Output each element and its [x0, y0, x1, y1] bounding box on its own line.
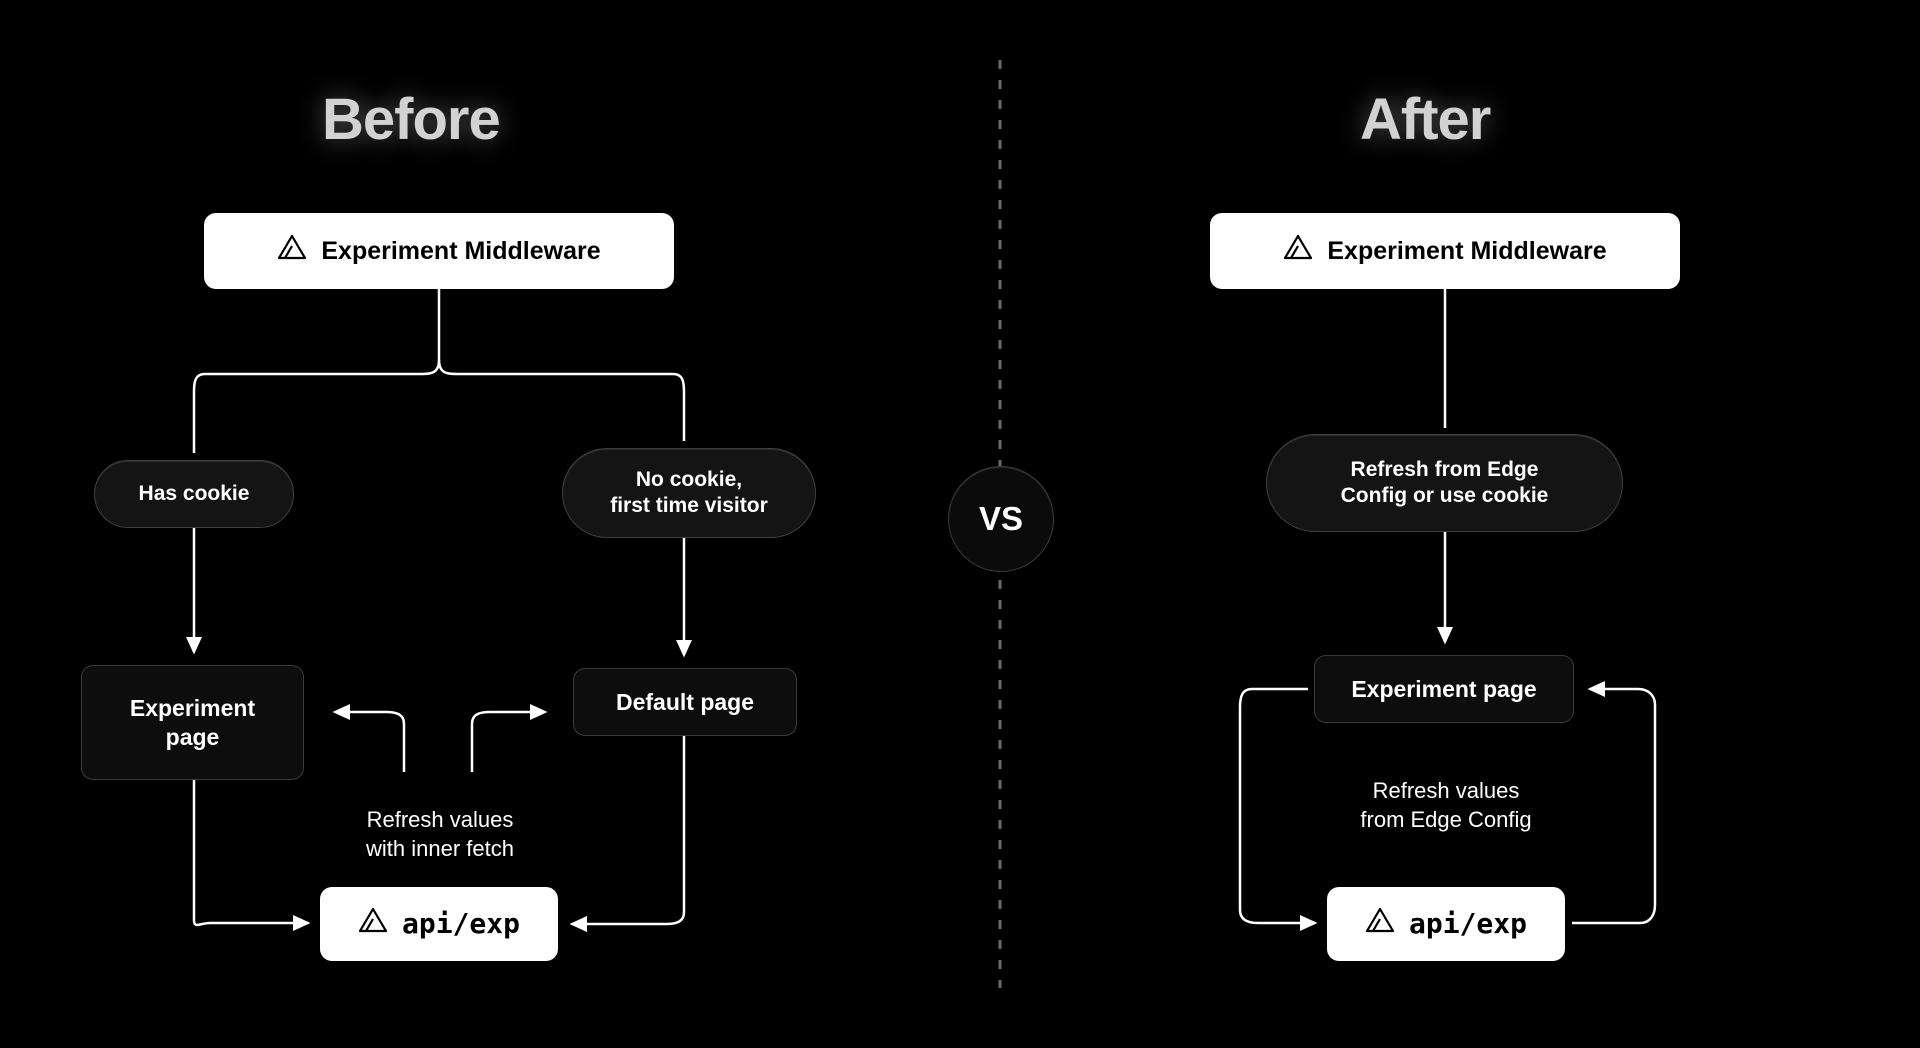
before-default-page-label: Default page	[615, 688, 755, 715]
before-middleware-node	[204, 213, 674, 289]
after-middleware-node	[1210, 213, 1680, 289]
before-refresh-note	[330, 806, 550, 863]
after-refresh-note-line-2: from Edge Config	[1360, 806, 1532, 832]
before-refresh-note-line-2: with inner fetch	[366, 835, 514, 861]
before-experiment-page-node	[81, 665, 304, 780]
vercel-triangle-icon	[1283, 234, 1313, 268]
before-has-cookie-node	[94, 460, 294, 528]
after-experiment-page-label: Experiment page	[1351, 675, 1537, 702]
after-refresh-note	[1329, 777, 1563, 834]
before-no-cookie-label-1: No cookie,	[635, 468, 743, 492]
after-refresh-label-1: Refresh from Edge	[1350, 458, 1539, 482]
before-experiment-page-label-2: page	[165, 723, 220, 750]
before-api-label: api/exp	[401, 906, 520, 940]
before-refresh-note-line-1: Refresh values	[366, 807, 514, 832]
after-middleware-label: Experiment Middleware	[1327, 236, 1607, 265]
before-no-cookie-node	[562, 448, 816, 538]
after-api-node	[1327, 887, 1565, 961]
vercel-triangle-icon	[277, 234, 307, 268]
after-experiment-page-node	[1314, 655, 1574, 723]
heading-after: After	[1360, 87, 1491, 152]
after-api-label: api/exp	[1408, 906, 1527, 940]
heading-before: Before	[322, 87, 500, 152]
after-refresh-node	[1266, 434, 1623, 532]
vs-badge: VS	[948, 466, 1054, 572]
vercel-triangle-icon	[358, 907, 388, 941]
before-middleware-label: Experiment Middleware	[321, 236, 601, 265]
before-default-page-node	[573, 668, 797, 736]
before-has-cookie-label: Has cookie	[138, 482, 250, 506]
after-refresh-note-line-1: Refresh values	[1372, 778, 1520, 803]
vercel-triangle-icon	[1365, 907, 1395, 941]
before-api-node	[320, 887, 558, 961]
before-no-cookie-label-2: first time visitor	[610, 494, 768, 517]
before-experiment-page-label-1: Experiment	[129, 695, 256, 722]
after-refresh-label-2: Config or use cookie	[1340, 484, 1549, 507]
